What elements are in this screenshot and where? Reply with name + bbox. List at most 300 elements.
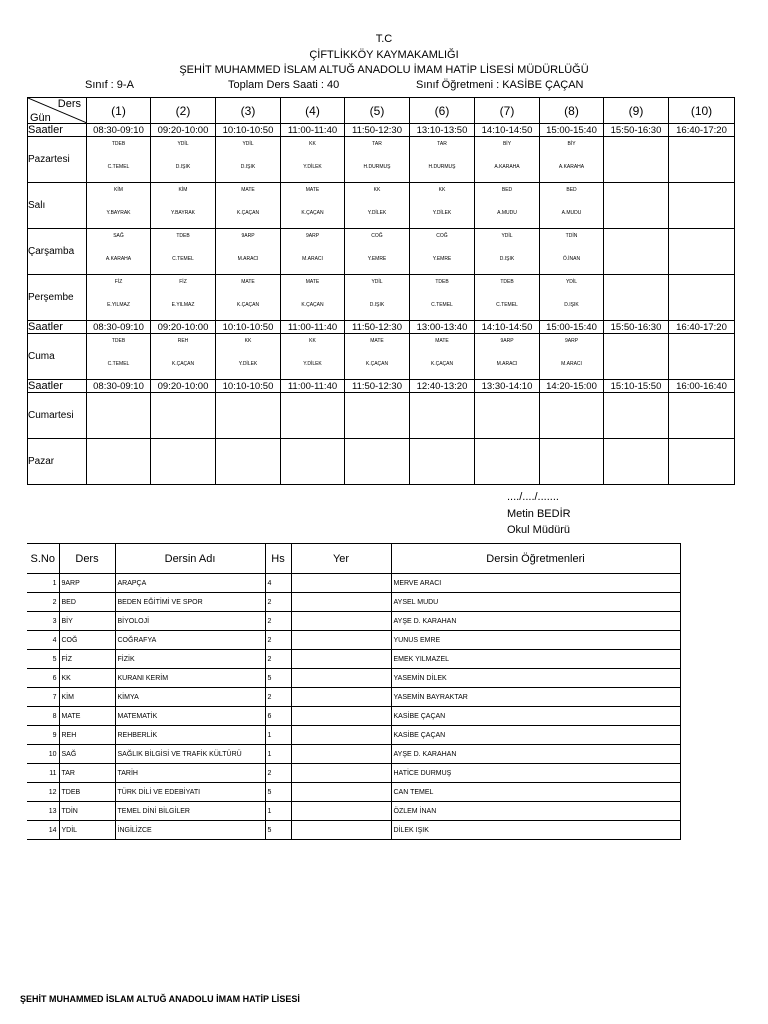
list-cell: DİLEK IŞIK [391,821,680,840]
list-cell [291,783,391,802]
day-name: Pazartesi [28,137,87,183]
time-row [28,380,735,393]
time-slot: 11:00-11:40 [281,321,345,334]
lesson-cell [345,334,410,380]
time-row-label: Saatler [28,321,87,334]
lesson-code: YDİL [565,279,578,285]
lesson-cell [604,275,669,321]
day-name: Çarşamba [28,229,87,275]
table-row [27,631,680,650]
list-cell [291,669,391,688]
lesson-teacher: Y.EMRE [432,256,452,262]
lesson-teacher: E.YILMAZ [107,302,130,308]
lesson-cell [87,439,151,485]
list-header-cell: S.No [27,544,59,574]
day-name: Perşembe [28,275,87,321]
lesson-teacher: C.TEMEL [107,361,130,367]
list-cell: TAR [59,764,115,783]
time-slot: 11:50-12:30 [345,380,410,393]
lesson-teacher: K.ÇAÇAN [301,210,324,216]
class-label: Sınıf : 9-A [85,79,134,91]
time-slot: 10:10-10:50 [216,124,281,137]
lesson-code: FİZ [114,279,123,285]
time-slot: 11:00-11:40 [281,380,345,393]
list-cell: 1 [265,802,291,821]
list-header-cell: Ders [59,544,115,574]
time-slot: 08:30-09:10 [87,380,151,393]
lesson-teacher: M.ARACI [302,256,323,262]
list-cell: COĞRAFYA [115,631,265,650]
list-cell: KİM [59,688,115,707]
list-header-cell: Dersin Öğretmenleri [391,544,680,574]
lesson-cell [669,334,735,380]
lesson-cell [540,137,604,183]
lesson-teacher: A.KARAHA [494,164,520,170]
table-row [27,707,680,726]
list-cell [291,650,391,669]
lesson-teacher: Y.BAYRAK [171,210,195,216]
header-kaymakamlik: ÇİFTLİKKÖY KAYMAKAMLIĞI [309,49,459,61]
lesson-cell [345,393,410,439]
list-cell: 1 [265,726,291,745]
lesson-code: KİM [178,187,188,193]
period-number: (3) [216,98,281,124]
lesson-cell [604,393,669,439]
lesson-teacher: Y.DİLEK [432,210,452,216]
lesson-teacher: K.ÇAÇAN [430,361,454,367]
lesson-cell [281,393,345,439]
period-number: (5) [345,98,410,124]
list-cell [291,764,391,783]
lesson-teacher: Y.DİLEK [303,164,322,170]
list-cell: 2 [265,631,291,650]
lesson-cell [151,334,216,380]
list-cell: 2 [265,650,291,669]
period-number: (2) [151,98,216,124]
lesson-code: TDEB [111,338,126,344]
lesson-cell [540,393,604,439]
period-number: (9) [604,98,669,124]
time-slot: 15:50-16:30 [604,124,669,137]
day-row [28,439,735,485]
lesson-code: KK [373,187,381,193]
list-cell: 13 [27,802,59,821]
list-cell: FİZ [59,650,115,669]
lesson-code: TAR [437,141,447,147]
lesson-cell [281,439,345,485]
lesson-code: COĞ [436,233,448,239]
time-slot: 13:10-13:50 [410,124,475,137]
lesson-code: KİM [114,187,123,193]
list-cell: REH [59,726,115,745]
list-cell: 1 [265,745,291,764]
lesson-cell [345,439,410,485]
lesson-teacher: C.TEMEL [496,302,518,308]
list-cell: AYSEL MUDU [391,593,680,612]
corner-label-ders: Ders [57,98,81,110]
list-cell: 12 [27,783,59,802]
list-cell [291,745,391,764]
list-cell: TDİN [59,802,115,821]
lesson-teacher: K.ÇAÇAN [171,361,195,367]
list-cell: AYŞE D. KARAHAN [391,612,680,631]
period-number: (6) [410,98,475,124]
list-cell: TEMEL DİNİ BİLGİLER [115,802,265,821]
lesson-cell [151,137,216,183]
lesson-cell [475,393,540,439]
list-cell [291,821,391,840]
list-cell: YUNUS EMRE [391,631,680,650]
period-number: (4) [281,98,345,124]
list-cell: BİY [59,612,115,631]
period-number: (1) [87,98,151,124]
lesson-code: YDİL [371,279,383,285]
time-row-label: Saatler [28,124,87,137]
list-cell: 2 [27,593,59,612]
time-slot: 09:20-10:00 [151,380,216,393]
lesson-cell [669,137,735,183]
list-header-cell: Dersin Adı [115,544,265,574]
lesson-code: MATE [305,279,320,285]
lesson-code: TDEB [500,279,514,285]
lesson-cell [281,334,345,380]
lesson-cell [410,275,475,321]
lesson-cell [669,393,735,439]
list-cell: TARİH [115,764,265,783]
table-row [27,783,680,802]
lesson-teacher: C.TEMEL [172,256,194,262]
table-row [27,802,680,821]
lesson-code: YDİL [177,141,189,147]
list-cell [291,593,391,612]
lesson-cell [345,183,410,229]
time-slot: 11:00-11:40 [281,124,345,137]
header-school: ŞEHİT MUHAMMED İSLAM ALTUĞ ANADOLU İMAM HATİP LİSESİ MÜDÜRLÜĞÜ [179,64,589,76]
list-cell: 8 [27,707,59,726]
time-slot: 14:10-14:50 [475,124,540,137]
list-cell: 9ARP [59,574,115,593]
lesson-teacher: D.IŞIK [175,164,191,170]
class-teacher: Sınıf Öğretmeni : KASİBE ÇAÇAN [416,79,584,91]
list-cell: BİYOLOJİ [115,612,265,631]
day-row [28,393,735,439]
time-slot: 16:40-17:20 [669,124,735,137]
lesson-teacher: D.IŞIK [499,256,515,262]
lesson-code: BED [501,187,513,193]
corner-label-gun: Gün [30,112,51,124]
lesson-teacher: K.ÇAÇAN [365,361,389,367]
lesson-cell [151,275,216,321]
time-slot: 08:30-09:10 [87,124,151,137]
principal-name: Metin BEDİR [507,508,571,520]
lesson-code: 9ARP [241,233,255,239]
list-cell: HATİCE DURMUŞ [391,764,680,783]
lesson-code: BİY [502,141,512,147]
list-cell: 4 [265,574,291,593]
lesson-code: TDEB [435,279,449,285]
lesson-cell [281,183,345,229]
lesson-cell [540,439,604,485]
lesson-cell [216,275,281,321]
lesson-cell [151,393,216,439]
lesson-code: TDEB [176,233,190,239]
list-cell: CAN TEMEL [391,783,680,802]
list-cell: 11 [27,764,59,783]
lesson-code: MATE [435,338,449,344]
list-cell: 2 [265,764,291,783]
day-row [28,334,735,380]
lesson-code: BİY [567,141,576,147]
lesson-code: YDİL [242,141,254,147]
list-cell: AYŞE D. KARAHAN [391,745,680,764]
lesson-teacher: K.ÇAÇAN [236,210,260,216]
list-cell: 2 [265,688,291,707]
lesson-cell [540,229,604,275]
lesson-teacher: D.IŞIK [369,302,385,308]
lesson-cell [604,183,669,229]
lesson-cell [604,137,669,183]
time-slot: 15:00-15:40 [540,124,604,137]
lesson-cell [151,439,216,485]
lesson-cell [87,183,151,229]
lesson-cell [281,275,345,321]
lesson-cell [410,229,475,275]
time-slot: 11:50-12:30 [345,321,410,334]
table-row [27,669,680,688]
lesson-code: 9ARP [305,233,320,239]
list-cell: FİZİK [115,650,265,669]
time-slot: 08:30-09:10 [87,321,151,334]
table-row [27,593,680,612]
lesson-cell [345,137,410,183]
lesson-cell [216,229,281,275]
lesson-cell [410,393,475,439]
lesson-teacher: A.KARAHA [105,256,132,262]
list-cell: 5 [265,783,291,802]
schedule-table [27,97,735,485]
lesson-teacher: M.ARACI [561,361,582,367]
lesson-teacher: H.DURMUŞ [363,164,391,170]
lesson-cell [540,275,604,321]
list-cell: 14 [27,821,59,840]
list-cell [291,726,391,745]
time-slot: 10:10-10:50 [216,321,281,334]
day-name: Pazar [28,439,87,485]
lesson-teacher: C.TEMEL [107,164,130,170]
lesson-code: KK [309,141,316,147]
lesson-cell [216,439,281,485]
lesson-cell [604,334,669,380]
list-cell: MATEMATİK [115,707,265,726]
list-cell: BED [59,593,115,612]
lesson-code: FİZ [179,279,187,285]
lesson-code: MATE [370,338,384,344]
course-list-table [27,543,681,840]
lesson-cell [669,183,735,229]
list-cell: COĞ [59,631,115,650]
lesson-teacher: D.IŞIK [564,302,579,308]
lesson-teacher: K.ÇAÇAN [301,302,324,308]
time-slot: 15:10-15:50 [604,380,669,393]
period-number: (10) [669,98,735,124]
signature-date: ..../..../....... [507,491,559,503]
list-cell: REHBERLİK [115,726,265,745]
time-slot: 13:30-14:10 [475,380,540,393]
header-tc: T.C [375,33,393,45]
table-row [27,574,680,593]
total-hours: Toplam Ders Saati : 40 [228,79,340,91]
list-cell: 6 [27,669,59,688]
period-number: (7) [475,98,540,124]
day-row [28,183,735,229]
list-cell: KASİBE ÇAÇAN [391,726,680,745]
list-cell: BEDEN EĞİTİMİ VE SPOR [115,593,265,612]
lesson-cell [604,439,669,485]
lesson-teacher: Y.DİLEK [303,361,322,367]
lesson-cell [475,229,540,275]
lesson-cell [87,393,151,439]
list-cell: ARAPÇA [115,574,265,593]
lesson-cell [216,393,281,439]
list-cell: EMEK YILMAZEL [391,650,680,669]
list-cell: ÖZLEM İNAN [391,802,680,821]
lesson-code: 9ARP [500,338,514,344]
lesson-cell [410,183,475,229]
lesson-teacher: D.IŞIK [240,164,256,170]
lesson-cell [216,137,281,183]
corner-cell [28,98,87,124]
list-cell: TÜRK DİLİ VE EDEBİYATI [115,783,265,802]
lesson-code: KK [438,187,446,193]
lesson-cell [151,229,216,275]
lesson-teacher: Y.EMRE [367,256,387,262]
lesson-code: REH [177,338,189,344]
day-name: Cuma [28,334,87,380]
list-cell: SAĞLIK BİLGİSİ VE TRAFİK KÜLTÜRÜ [115,745,265,764]
lesson-cell [669,439,735,485]
principal-title: Okul Müdürü [507,524,570,536]
lesson-code: COĞ [371,233,383,239]
list-cell [291,574,391,593]
lesson-cell [281,229,345,275]
lesson-cell [410,334,475,380]
list-cell: MERVE ARACI [391,574,680,593]
lesson-code: TDEB [111,141,126,147]
day-name: Cumartesi [28,393,87,439]
lesson-code: MATE [241,279,255,285]
list-cell: KK [59,669,115,688]
day-name: Salı [28,183,87,229]
list-cell: İNGİLİZCE [115,821,265,840]
list-cell: YDİL [59,821,115,840]
lesson-cell [87,275,151,321]
list-cell: 5 [265,669,291,688]
lesson-cell [87,137,151,183]
list-cell: 2 [265,612,291,631]
lesson-cell [410,137,475,183]
time-slot: 16:00-16:40 [669,380,735,393]
list-cell: 1 [27,574,59,593]
lesson-cell [669,229,735,275]
lesson-cell [669,275,735,321]
time-slot: 15:50-16:30 [604,321,669,334]
list-cell [291,802,391,821]
footer-school-name: ŞEHİT MUHAMMED İSLAM ALTUĞ ANADOLU İMAM HATİP LİSESİ [20,994,300,1004]
lesson-code: BED [566,187,577,193]
list-cell: MATE [59,707,115,726]
list-cell: 5 [265,821,291,840]
day-row [28,275,735,321]
lesson-cell [475,439,540,485]
lesson-teacher: E.YILMAZ [171,302,195,308]
list-cell [291,612,391,631]
lesson-teacher: Ö.İNAN [562,256,581,262]
list-header-cell: Hs [265,544,291,574]
time-slot: 10:10-10:50 [216,380,281,393]
time-slot: 14:20-15:00 [540,380,604,393]
table-row [27,764,680,783]
list-cell: YASEMİN DİLEK [391,669,680,688]
table-row [27,612,680,631]
lesson-cell [345,275,410,321]
list-cell [291,631,391,650]
time-slot: 09:20-10:00 [151,321,216,334]
lesson-teacher: A.MUDU [561,210,582,216]
lesson-code: KK [244,338,252,344]
list-cell: 6 [265,707,291,726]
lesson-code: YDİL [501,233,513,239]
period-header-row [28,98,735,124]
list-header-cell: Yer [291,544,391,574]
lesson-code: TAR [372,141,382,147]
lesson-teacher: M.ARACI [496,361,518,367]
day-row [28,137,735,183]
list-cell: KASİBE ÇAÇAN [391,707,680,726]
lesson-cell [475,183,540,229]
lesson-teacher: Y.DİLEK [238,361,258,367]
lesson-teacher: A.MUDU [497,210,517,216]
list-cell: 5 [27,650,59,669]
list-cell: YASEMİN BAYRAKTAR [391,688,680,707]
lesson-cell [281,137,345,183]
lesson-code: MATE [241,187,255,193]
lesson-code: SAĞ [113,233,124,239]
lesson-teacher: H.DURMUŞ [428,164,456,170]
lesson-code: MATE [305,187,320,193]
list-cell [291,707,391,726]
lesson-cell [151,183,216,229]
table-row [27,745,680,764]
lesson-teacher: Y.DİLEK [367,210,387,216]
time-slot: 11:50-12:30 [345,124,410,137]
list-cell: 4 [27,631,59,650]
lesson-code: TDİN [565,233,578,239]
lesson-teacher: K.ÇAÇAN [236,302,260,308]
lesson-cell [540,334,604,380]
list-cell: 2 [265,593,291,612]
lesson-cell [604,229,669,275]
lesson-cell [216,183,281,229]
time-slot: 09:20-10:00 [151,124,216,137]
lesson-cell [216,334,281,380]
day-row [28,229,735,275]
lesson-cell [87,334,151,380]
list-cell: 10 [27,745,59,764]
list-cell: KURANI KERİM [115,669,265,688]
list-cell: KİMYA [115,688,265,707]
list-cell: 9 [27,726,59,745]
table-row [27,688,680,707]
